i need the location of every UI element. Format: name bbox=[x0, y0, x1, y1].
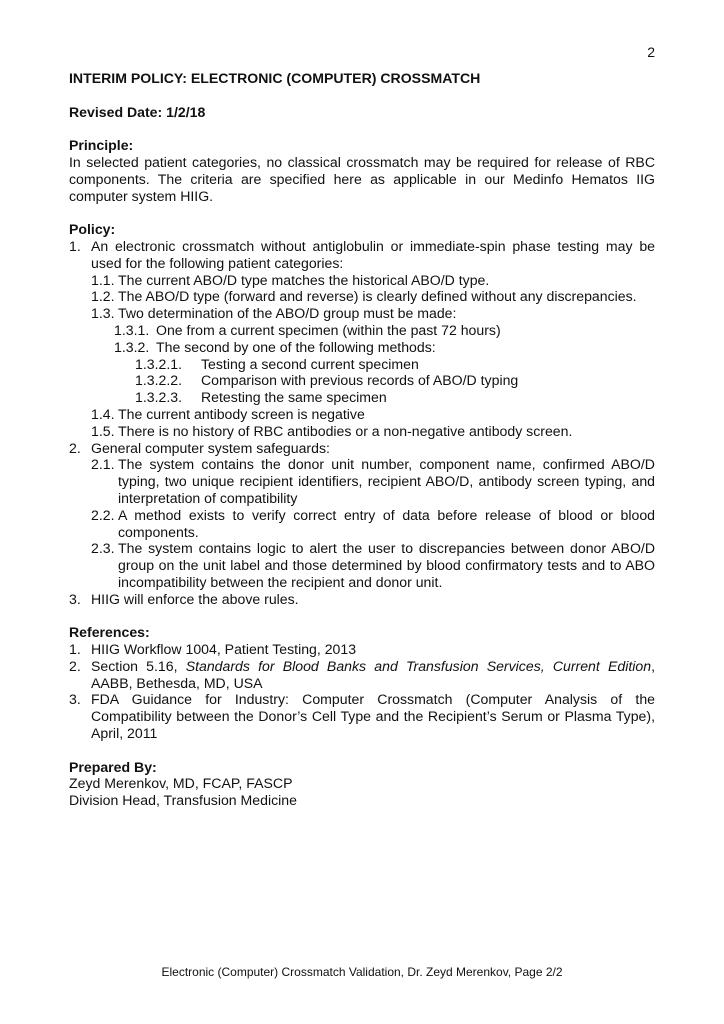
item-text: General computer system safeguards: bbox=[91, 439, 330, 456]
policy-item bbox=[114, 322, 655, 339]
policy-item bbox=[91, 456, 655, 506]
references-list bbox=[69, 641, 655, 742]
item-text: Retesting the same specimen bbox=[201, 389, 387, 406]
item-number: 2.1. bbox=[91, 456, 115, 473]
item-number: 1.3.2. bbox=[114, 338, 150, 355]
item-text: A method exists to verify correct entry of data before release of blood or blood components. bbox=[118, 506, 655, 540]
item-text: The current ABO/D type matches the historical ABO/D type. bbox=[118, 271, 490, 288]
policy-item bbox=[69, 591, 655, 608]
author-role: Division Head, Transfusion Medicine bbox=[69, 792, 297, 809]
item-number: 3. bbox=[69, 590, 81, 607]
item-text: The second by one of the following methods: bbox=[156, 338, 436, 355]
item-text: The current antibody screen is negative bbox=[118, 405, 365, 422]
ref-pre: Section 5.16, bbox=[91, 657, 186, 674]
item-text: Comparison with previous records of ABO/D typing bbox=[201, 372, 519, 389]
author-name: Zeyd Merenkov, MD, FCAP, FASCP bbox=[69, 775, 293, 792]
item-number: 1. bbox=[69, 237, 81, 254]
prepared-by-heading: Prepared By: bbox=[69, 758, 157, 775]
item-number: 1.5. bbox=[91, 422, 115, 439]
policy-item bbox=[91, 540, 655, 590]
document-body bbox=[69, 70, 655, 809]
reference-item bbox=[69, 658, 655, 692]
item-number: 1.3.2.2. bbox=[135, 372, 183, 389]
policy-item bbox=[91, 406, 655, 423]
item-text: HIIG Workflow 1004, Patient Testing, 2013 bbox=[91, 641, 357, 658]
policy-item bbox=[69, 440, 655, 457]
item-number: 1.3.2.3. bbox=[135, 389, 183, 406]
item-text: FDA Guidance for Industry: Computer Crossmatch (Computer Analysis of the Compatibility between the Donor’s Cell Type and the Recipient’s Serum or Plasma Type), April, 2011 bbox=[91, 691, 655, 742]
item-number: 2.3. bbox=[91, 540, 115, 557]
reference-item bbox=[69, 691, 655, 741]
item-text: The system contains the donor unit number, component name, confirmed ABO/D typing, two unique recipient identifiers, recipient ABO/D, antibody screen typing, and interpretation of compatibility bbox=[118, 456, 655, 506]
policy-item bbox=[135, 389, 655, 406]
item-text bbox=[91, 658, 655, 692]
policy-item bbox=[135, 356, 655, 373]
policy-item bbox=[91, 288, 655, 305]
item-text: One from a current specimen (within the past 72 hours) bbox=[156, 321, 501, 338]
item-number: 2.2. bbox=[91, 506, 115, 523]
policy-item bbox=[91, 423, 655, 440]
revised-date: Revised Date: 1/2/18 bbox=[69, 103, 206, 120]
item-text: There is no history of RBC antibodies or a non-negative antibody screen. bbox=[118, 422, 573, 439]
policy-item bbox=[91, 272, 655, 289]
page-number: 2 bbox=[647, 44, 655, 60]
ref-title: Standards for Blood Banks and Transfusion Services, Current Edition bbox=[185, 657, 652, 674]
item-text: The system contains logic to alert the user to discrepancies between donor ABO/D group on the unit label and those determined by blood confirmatory tests and to ABO incompatibility between the recipient and donor unit. bbox=[118, 540, 655, 590]
item-number: 3. bbox=[69, 691, 81, 708]
item-number: 1.3.1. bbox=[114, 321, 150, 338]
item-number: 1.2. bbox=[91, 288, 115, 305]
document-title: INTERIM POLICY: ELECTRONIC (COMPUTER) CROSSMATCH bbox=[69, 70, 481, 86]
item-text: HIIG will enforce the above rules. bbox=[91, 590, 299, 607]
ref-post: , AABB, Bethesda, MD, USA bbox=[91, 657, 655, 691]
policy-item bbox=[135, 372, 655, 389]
item-text: The ABO/D type (forward and reverse) is clearly defined without any discrepancies. bbox=[118, 288, 637, 305]
principle-heading: Principle: bbox=[69, 137, 134, 154]
item-text: An electronic crossmatch without antiglobulin or immediate-spin phase testing may be used for the following patient categories: bbox=[91, 237, 655, 271]
references-heading: References: bbox=[69, 624, 150, 641]
item-number: 1.4. bbox=[91, 405, 115, 422]
item-number: 1.3.2.1. bbox=[135, 355, 183, 372]
policy-item bbox=[114, 339, 655, 356]
item-number: 1.1. bbox=[91, 271, 115, 288]
item-text: Testing a second current specimen bbox=[201, 355, 419, 372]
item-number: 1.3. bbox=[91, 305, 115, 322]
item-text: Two determination of the ABO/D group must be made: bbox=[118, 305, 457, 322]
policy-heading: Policy: bbox=[69, 221, 116, 238]
policy-item bbox=[69, 238, 655, 272]
item-number: 2. bbox=[69, 657, 81, 674]
item-number: 2. bbox=[69, 439, 81, 456]
policy-list bbox=[69, 238, 655, 608]
reference-item bbox=[69, 641, 655, 658]
principle-text: In selected patient categories, no classical crossmatch may be required for release of RBC components. The criteria are specified here as applicable in our Medinfo Hematos IIG computer system HIIG. bbox=[69, 153, 655, 204]
page-footer: Electronic (Computer) Crossmatch Validation, Dr. Zeyd Merenkov, Page 2/2 bbox=[161, 965, 563, 979]
item-number: 1. bbox=[69, 641, 81, 658]
policy-item bbox=[91, 305, 655, 322]
policy-item bbox=[91, 507, 655, 541]
